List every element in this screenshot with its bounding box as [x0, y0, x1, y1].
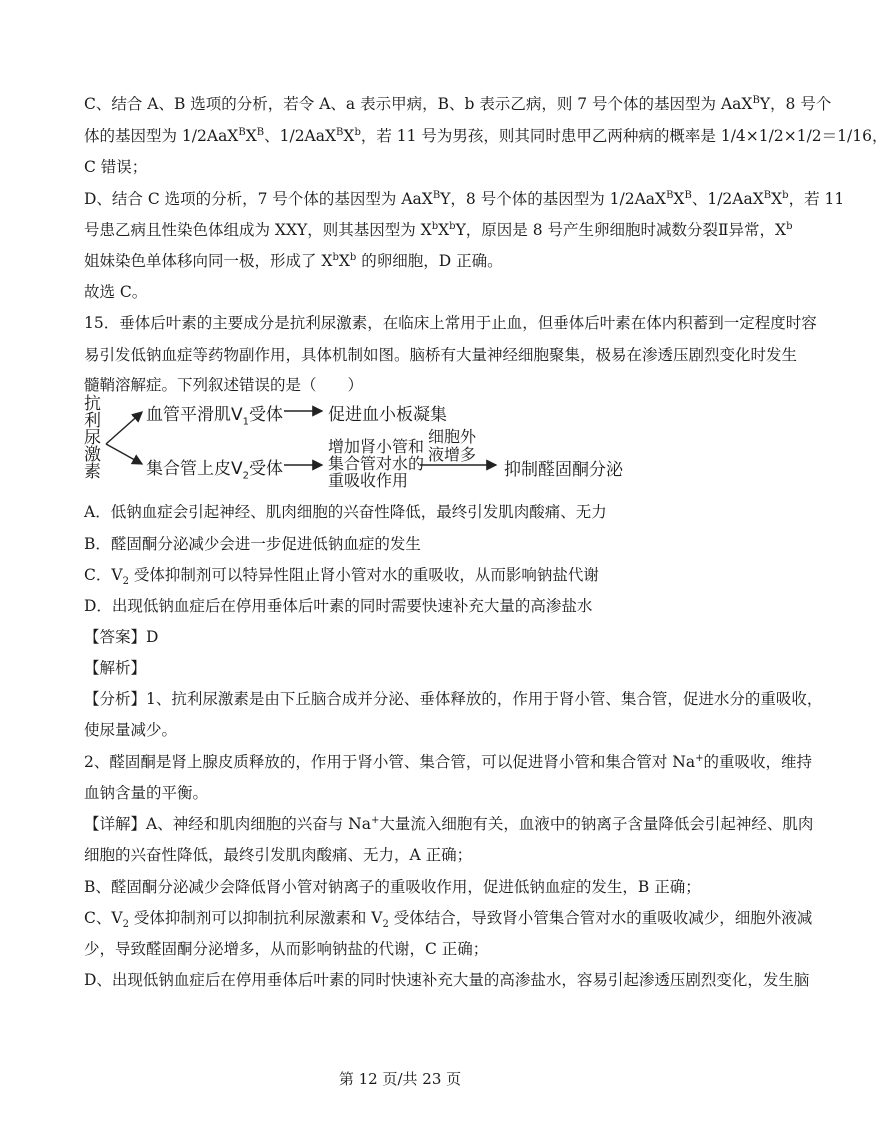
- option-c-analysis-line-1: C、结合 A、B 选项的分析，若令 A、a 表示甲病，B、b 表示乙病，则 7 号个体的基因型为 AaX$^B$Y，8 号个: [84, 94, 832, 113]
- question-15-line-3: 髓鞘溶解症。下列叙述错误的是（ ）: [84, 376, 364, 394]
- arrow-to-v1-receptor: [106, 412, 142, 444]
- option-a: A．低钠血症会引起神经、肌肉细胞的兴奋性降低，最终引发肌肉酸痛、无力: [84, 503, 607, 521]
- question-15-line-2: 易引发低钠血症等药物副作用，具体机制如图。脑桥有大量神经细胞聚集，极易在渗透压剧烈变化时发生: [84, 346, 798, 364]
- ecf-increase-label: 细胞外 液增多: [428, 427, 477, 464]
- reabsorption-effect-label: 增加肾小管和 集合管对水的 重吸收作用: [328, 437, 425, 490]
- option-c-analysis-line-2: 体的基因型为 $1/2AaX^BX^B$、$1/2AaX^BX^b$，若 11 号为男孩，则其同时患甲乙两种病的概率是 1/4×1/2×1/2＝1/16，: [84, 126, 887, 145]
- option-d: D．出现低钠血症后在停用垂体后叶素的同时需要快速补充大量的高渗盐水: [84, 597, 593, 615]
- option-d-analysis-line-2: 号患乙病且性染色体组成为 XXY，则其基因型为 $X^bX^bY$，原因是 8 号产生卵细胞时减数分裂Ⅱ异常，$X^b$: [84, 220, 793, 239]
- fenxi-line-3: 2、醛固酮是肾上腺皮质释放的，作用于肾小管、集合管，可以促进肾小管和集合管对 Na+的重吸收，维持: [84, 752, 813, 771]
- answer-line: 【答案】D: [84, 628, 159, 646]
- option-c: C．$V_2$ 受体抑制剂可以特异性阻止肾小管对水的重吸收，从而影响钠盐代谢: [84, 566, 599, 588]
- option-d-analysis-line-1: D、结合 C 选项的分析，7 号个体的基因型为 AaX$^B$Y，8 号个体的基因型为 $1/2AaX^BX^B$、$1/2AaX^BX^b$，若 11: [84, 189, 845, 208]
- xiangjie-b-line-1: B、醛固酮分泌减少会降低肾小管对钠离子的重吸收作用，促进低钠血症的发生，B 正确；: [84, 878, 701, 896]
- platelet-effect-label: 促进血小板凝集: [328, 405, 447, 425]
- page-footer: 第 12 页/共 23 页: [338, 1070, 462, 1088]
- analysis-heading: 【解析】: [84, 659, 147, 677]
- v1-receptor-label: 血管平滑肌$V_1$受体: [146, 405, 284, 428]
- question-15-line-1: 15．垂体后叶素的主要成分是抗利尿激素，在临床上常用于止血，但垂体后叶素在体内积蓄到一定程度时容: [84, 314, 817, 332]
- xiangjie-a-line-1: 【详解】A、神经和肌肉细胞的兴奋与 Na+大量流入细胞有关，血液中的钠离子含量降低会引起神经、肌肉: [84, 814, 814, 833]
- xiangjie-c-line-1: C、$V_2$ 受体抑制剂可以抑制抗利尿激素和 $V_2$ 受体结合，导致肾小管集合管对水的重吸收减少，细胞外液减: [84, 909, 813, 931]
- fenxi-line-2: 使尿量减少。: [84, 721, 178, 739]
- option-b: B．醛固酮分泌减少会进一步促进低钠血症的发生: [84, 535, 421, 553]
- option-d-analysis-line-3: 姐妹染色单体移向同一极，形成了 $X^bX^b$ 的卵细胞，D 正确。: [84, 251, 503, 270]
- choose-answer-line: 故选 C。: [84, 283, 148, 301]
- v2-receptor-label: 集合管上皮$V_2$受体: [146, 459, 284, 482]
- xiangjie-c-line-2: 少，导致醛固酮分泌增多，从而影响钠盐的代谢，C 正确；: [84, 940, 489, 958]
- xiangjie-d-line-1: D、出现低钠血症后在停用垂体后叶素的同时快速补充大量的高渗盐水，容易引起渗透压剧烈变化，发生脑: [84, 971, 810, 989]
- fenxi-line-4: 血钠含量的平衡。: [84, 784, 209, 802]
- xiangjie-a-line-2: 细胞的兴奋性降低，最终引发肌肉酸痛、无力，A 正确；: [84, 846, 473, 864]
- mechanism-diagram: [84, 394, 644, 494]
- aldosterone-inhibit-label: 抑制醛固酮分泌: [504, 460, 623, 480]
- option-c-analysis-line-3: C 错误；: [84, 158, 148, 176]
- fenxi-line-1: 【分析】1、抗利尿激素是由下丘脑合成并分泌、垂体释放的，作用于肾小管、集合管，促进水分的重吸收，: [84, 690, 823, 708]
- arrow-to-v2-receptor: [106, 444, 142, 464]
- antidiuretic-hormone-label: 抗 利 尿 激 素: [84, 394, 101, 482]
